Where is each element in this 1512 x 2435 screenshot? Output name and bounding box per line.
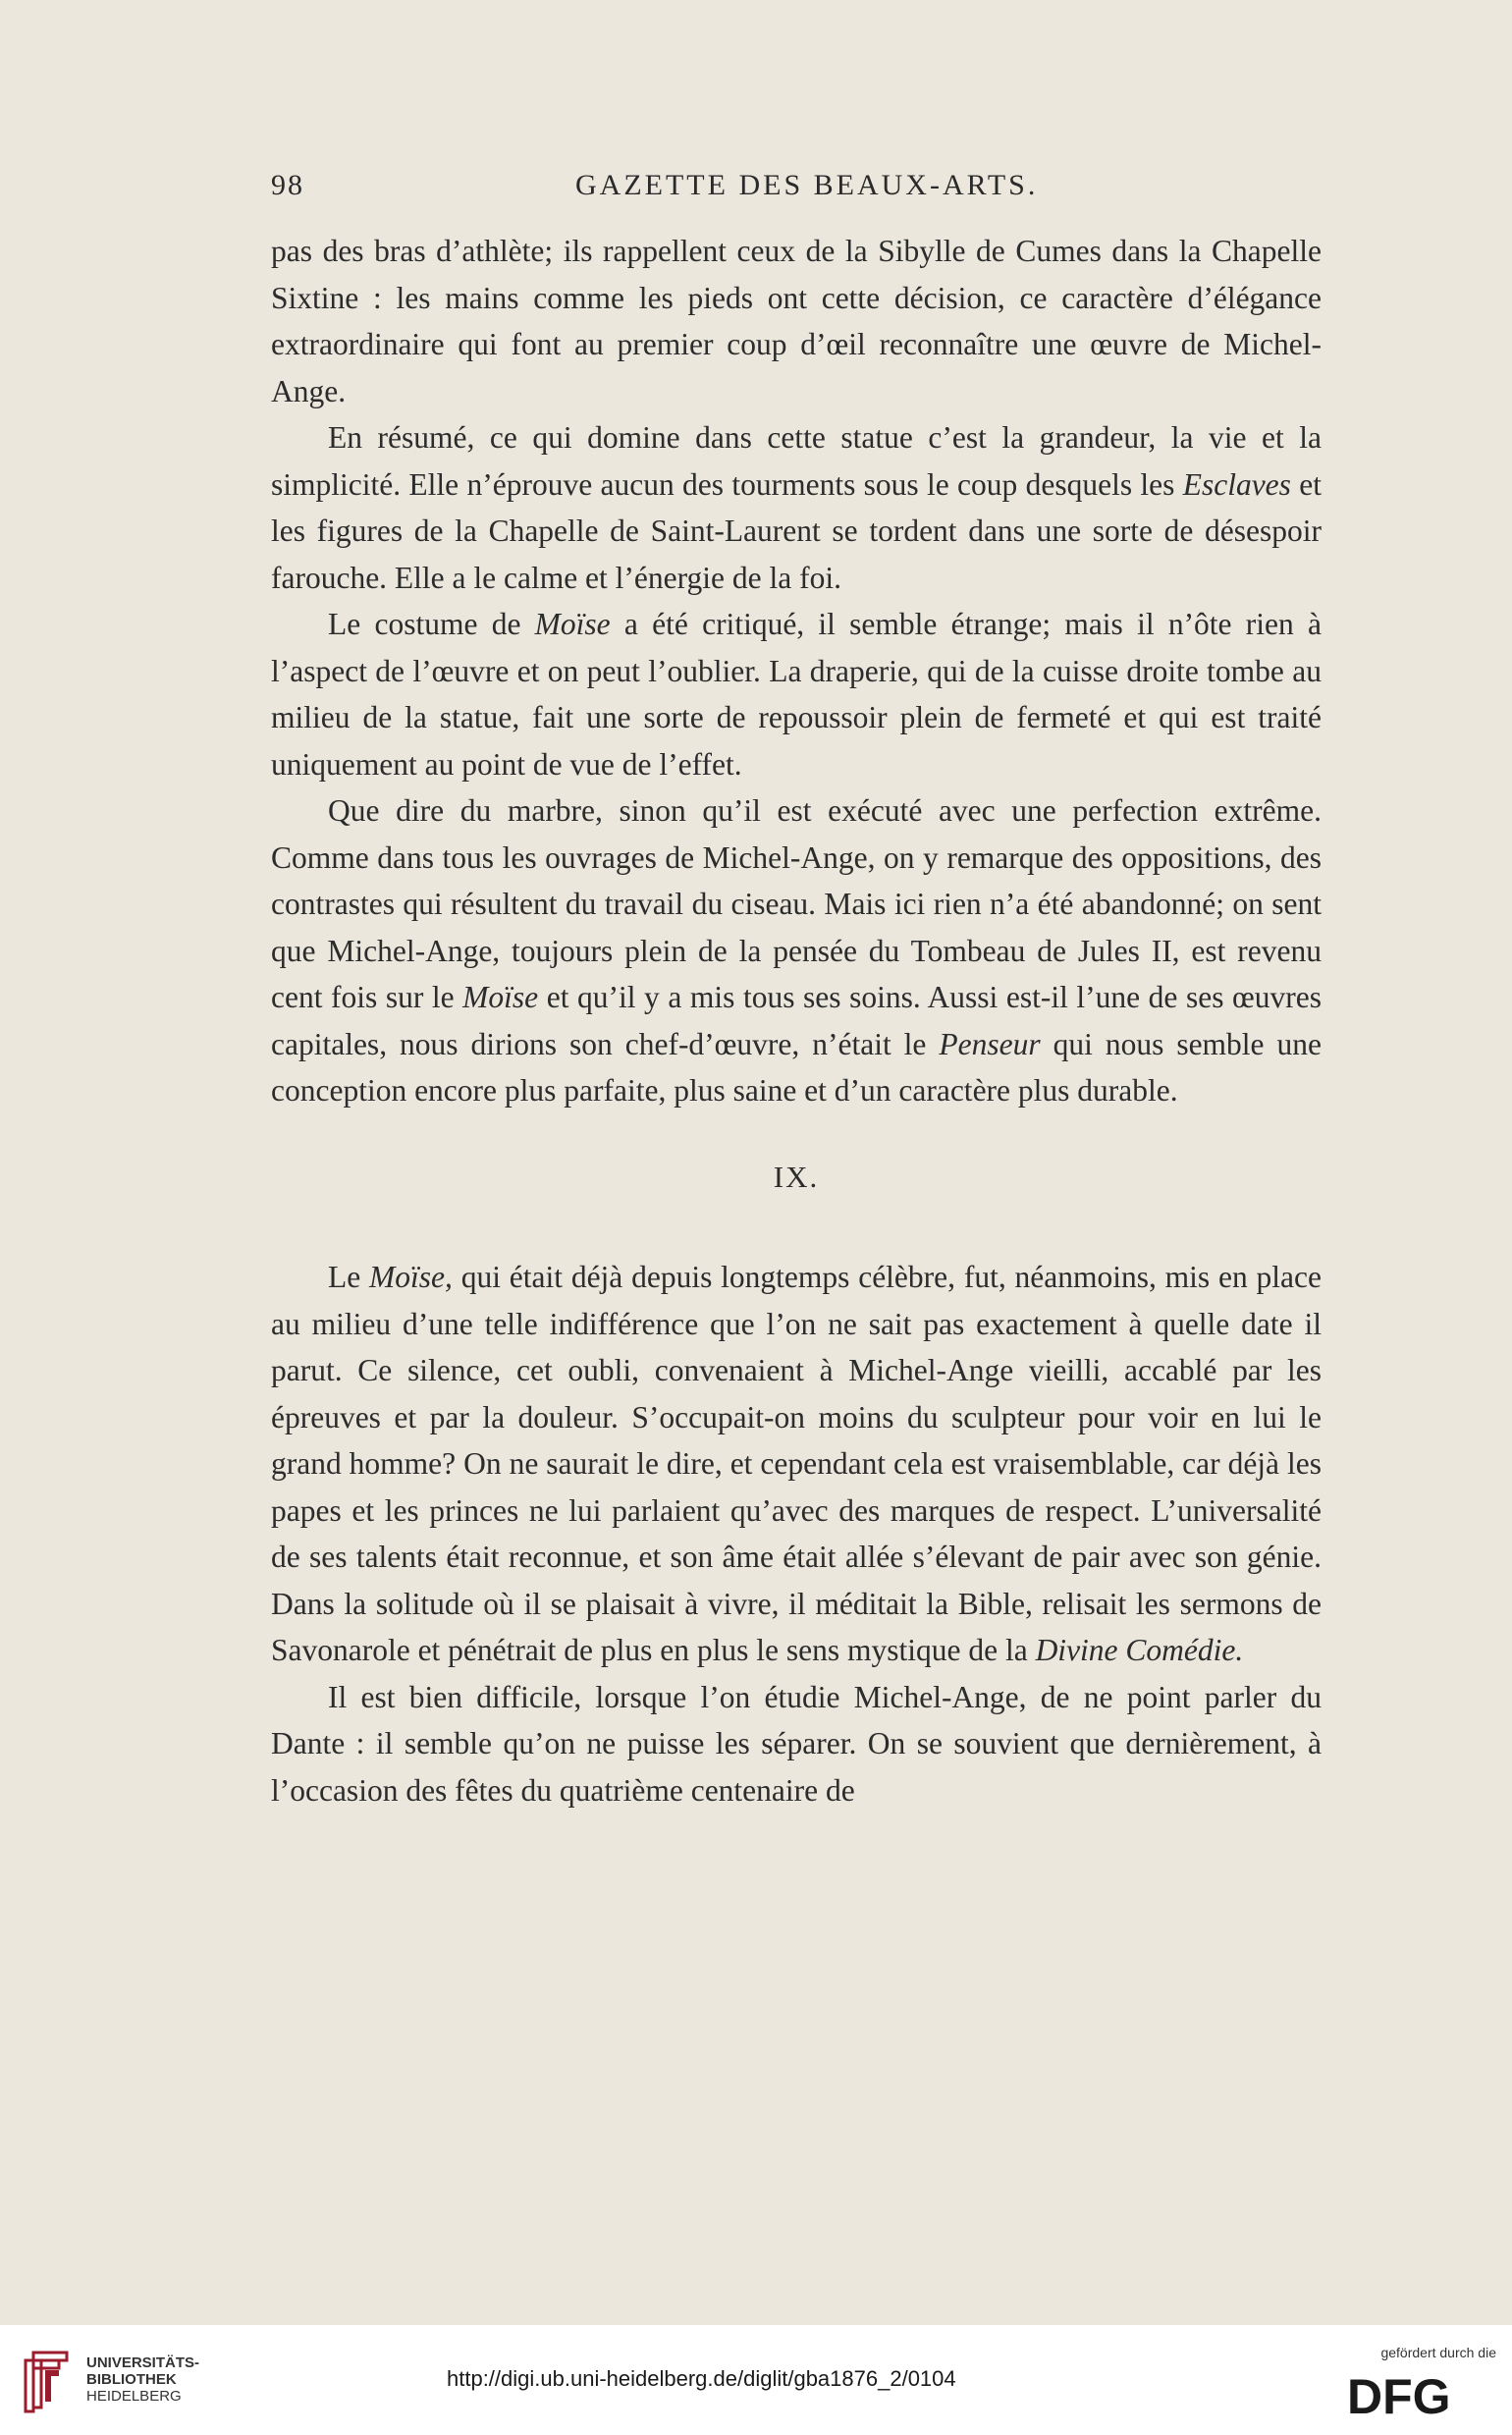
italic-title: Divine Comédie. xyxy=(1035,1633,1244,1667)
italic-title: Penseur xyxy=(939,1026,1041,1061)
permalink-url[interactable]: http://digi.ub.uni-heidelberg.de/diglit/gba1876_2/0104 xyxy=(447,2366,956,2391)
section-heading: IX. xyxy=(773,1159,820,1194)
body-text xyxy=(271,228,1322,1813)
library-name: UNIVERSITÄTS- BIBLIOTHEK HEIDELBERG xyxy=(86,2354,200,2405)
italic-title: Moïse xyxy=(462,980,539,1014)
paragraph: Il est bien difficile, lorsque l’on étudie Michel-Ange, de ne point parler du Dante : il semble qu’on ne puisse les séparer. On se souvient que dernièrement, à l’occasion des fêtes du quatrième centenaire de xyxy=(271,1679,1322,1808)
university-library-logo-icon xyxy=(16,2347,75,2415)
paragraph: pas des bras d’athlète; ils rappellent ceux de la Sibylle de Cumes dans la Chapelle Sixtine : les mains comme les pieds ont cette décision, ce caractère d’élégance extraordinaire qui font au premier coup d’œil reconnaître une œuvre de Michel-Ange. xyxy=(271,234,1322,408)
svg-text:DFG: DFG xyxy=(1347,2369,1451,2419)
page-number: 98 xyxy=(271,169,304,201)
digitization-footer xyxy=(0,2325,1512,2435)
paragraph: Le costume de Moïse a été critiqué, il semble étrange; mais il n’ôte rien à l’aspect de l’œuvre et on peut l’oublier. La draperie, qui de la cuisse droite tombe au milieu de la statue, fait une sorte de repoussoir plein de fermeté et qui est traité uniquement au point de vue de l’effet. xyxy=(271,607,1322,782)
dfg-logo-icon xyxy=(1347,2368,1494,2419)
italic-title: Esclaves xyxy=(1182,466,1291,502)
paragraph: Que dire du marbre, sinon qu’il est exécuté avec une perfection extrême. Comme dans tous les ouvrages de Michel-Ange, on y remarque des oppositions, des contrastes qui résultent du travail du ciseau. Mais ici rien n’a été abandonné; on sent que Michel-Ange, toujours plein de la pensée du Tombeau de Jules II, est revenu cent fois sur le Moïse et qu’il y a mis tous ses soins. Aussi est-il l’une de ses œuvres capitales, nous dirions son chef-d’œuvre, n’était le Penseur qui nous semble une conception encore plus parfaite, plus saine et d’un caractère plus durable. xyxy=(271,793,1322,1108)
italic-title: Moïse, xyxy=(369,1260,453,1294)
paragraph: Le Moïse, qui était déjà depuis longtemps célèbre, fut, néanmoins, mis en place au milieu d’une telle indifférence que l’on ne sait pas exactement à quelle date il parut. Ce silence, cet oubli, convenaient à Michel-Ange vieilli, accablé par les épreuves et par la douleur. S’occupait-on moins du sculpteur pour voir en lui le grand homme? On ne saurait le dire, et cependant cela est vraisemblable, car déjà les papes et les princes ne lui parlaient qu’avec des marques de respect. L’universalité de ses talents était reconnue, et son âme était allée s’élevant de pair avec son génie. Dans la solitude où il se plaisait à vivre, il méditait la Bible, relisait les sermons de Savonarole et pénétrait de plus en plus le sens mystique de la Divine Comédie. xyxy=(271,1260,1322,1667)
journal-title: GAZETTE DES BEAUX-ARTS. xyxy=(575,169,1039,201)
paragraph: En résumé, ce qui domine dans cette statue c’est la grandeur, la vie et la simplicité. Elle n’éprouve aucun des tourments sous le coup desquels les Esclaves et les figures de la Chapelle de Saint-Laurent se tordent dans une sorte de désespoir farouche. Elle a le calme et l’énergie de la foi. xyxy=(271,420,1322,595)
funded-by-label: gefördert durch die xyxy=(1380,2345,1496,2360)
italic-title: Moïse xyxy=(534,607,611,641)
